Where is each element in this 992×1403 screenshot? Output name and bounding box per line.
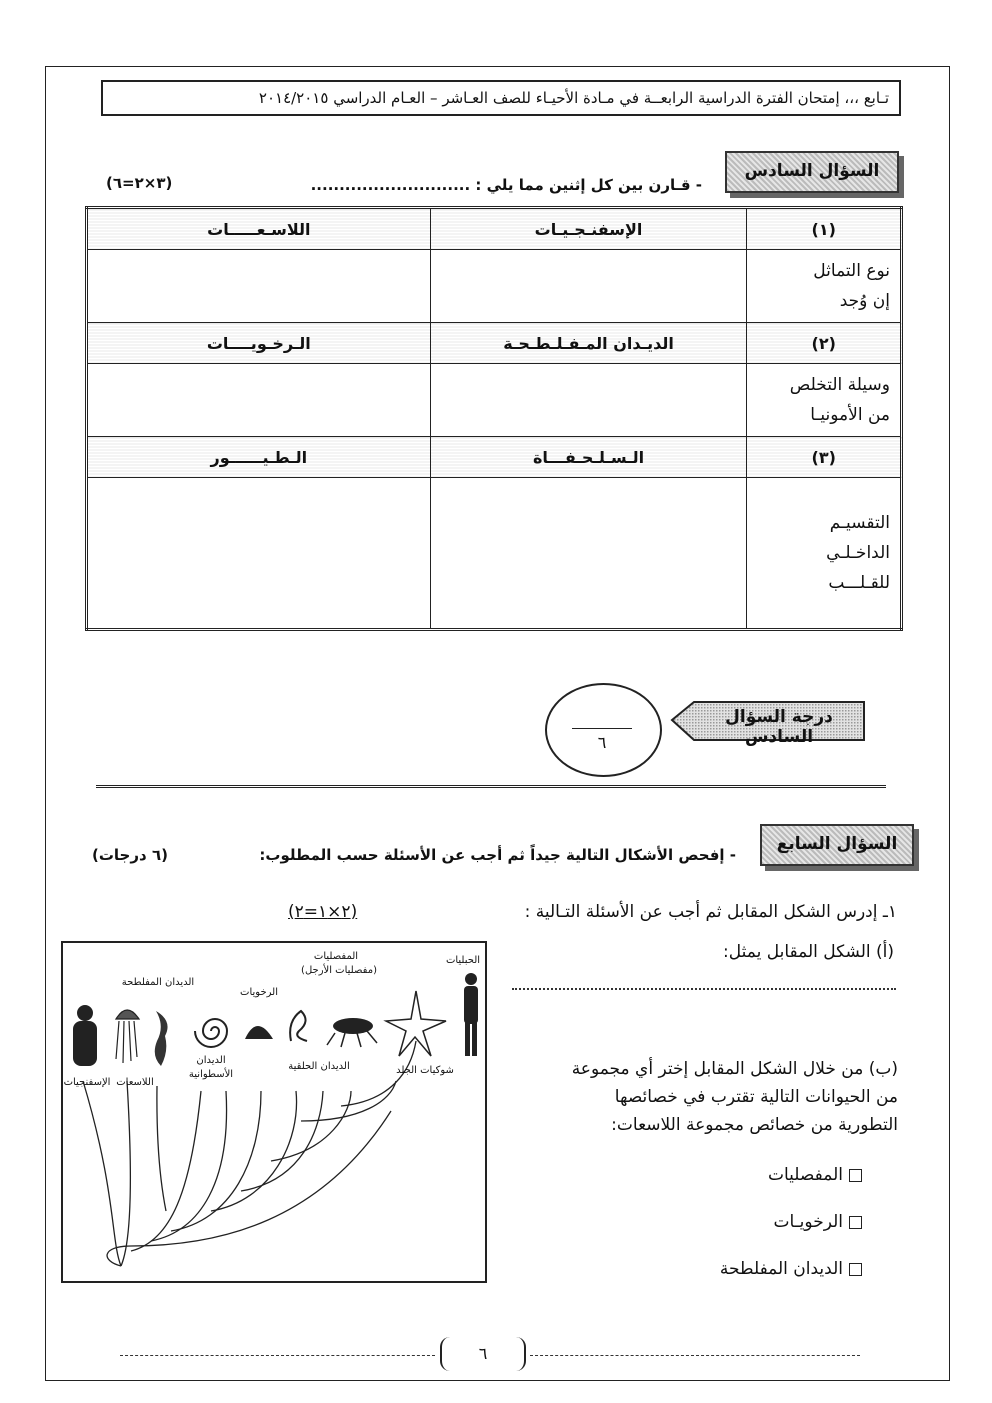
option-mollusks[interactable] — [774, 1212, 862, 1232]
label-flatworms: الديدان المفلطحة — [121, 977, 195, 988]
q6-instruction — [311, 176, 702, 194]
row-number: (٢) — [747, 323, 902, 364]
checkbox[interactable] — [849, 1169, 862, 1182]
answer-cell[interactable] — [87, 250, 431, 323]
grade-fraction-line — [572, 728, 632, 729]
grade-circle[interactable] — [545, 683, 662, 777]
label-sponges: الإسفنجيات — [63, 1077, 111, 1088]
col-a-header: الإسفنـجـيـات — [430, 208, 747, 250]
label-echinoderms: شوكيات الجلد — [396, 1065, 454, 1076]
q7-part-a: (أ) الشكل المقابل يمثل: — [723, 942, 894, 962]
col-a-header: الديـدان المـفـلـطـحـة — [430, 323, 747, 364]
label-line: وسيلة التخلص — [789, 375, 890, 395]
label-line: للقـلـــب — [828, 573, 890, 593]
col-b-header: الـرخـويــــات — [87, 323, 431, 364]
row-label — [747, 250, 902, 323]
option-label: المفصليات — [767, 1165, 843, 1185]
label-line: من الأمونيـا — [810, 405, 890, 425]
answer-line[interactable] — [512, 988, 896, 990]
q6-marks: (٣×٢=٦) — [106, 174, 173, 192]
table-row — [87, 437, 902, 478]
table-row — [87, 478, 902, 630]
checkbox[interactable] — [849, 1216, 862, 1229]
answer-cell[interactable] — [87, 478, 431, 630]
answer-cell[interactable] — [430, 250, 747, 323]
label-arthropods-sub: (مفصليات الأرجل) — [301, 965, 377, 976]
comparison-table — [85, 206, 903, 631]
label-mollusks: الرخويات — [240, 987, 278, 998]
table-row — [87, 208, 902, 250]
label-line: إن وُجد — [839, 291, 890, 311]
table-row — [87, 250, 902, 323]
row-number: (٣) — [747, 437, 902, 478]
part-b-line: التطورية من خصائص مجموعة اللاسعات: — [611, 1115, 898, 1135]
q6-instruction-text: - قـارن بين كل إثنين مما يلي : — [475, 176, 702, 194]
answer-cell[interactable] — [87, 364, 431, 437]
label-line: التقسيـم — [829, 513, 890, 533]
col-b-header: اللاسـعـــــات — [87, 208, 431, 250]
option-label: الرخويـات — [773, 1212, 843, 1232]
grade-total: ٦ — [597, 733, 607, 752]
col-a-header: الـسـلـحـفـــاة — [430, 437, 747, 478]
row-label — [747, 364, 902, 437]
q6-title-box — [725, 151, 899, 193]
page-number: ٦ — [478, 1344, 488, 1363]
label-arthropods: المفصليات — [313, 951, 359, 962]
label-roundworms-sub: الأسطوانية — [188, 1069, 234, 1080]
col-b-header: الـطـيــــــور — [87, 437, 431, 478]
footer-line-left — [120, 1355, 435, 1356]
label-cnidarians: اللاسعات — [116, 1077, 154, 1088]
q7-title-box — [760, 824, 914, 866]
option-flatworms[interactable] — [720, 1259, 862, 1279]
label-segmented: الديدان الحلقية — [288, 1061, 350, 1072]
section-divider — [96, 785, 886, 788]
label-line: الداخـلـي — [826, 543, 890, 563]
option-label: الديدان المفلطحة — [719, 1259, 843, 1279]
header-text: تـابع ،،، إمتحان الفترة الدراسية الرابعــة في مـادة الأحيـاء للصف العـاشر – العـام الدراسي ٢٠١٤/٢٠١٥ — [258, 89, 889, 107]
q7-marks: (٦ درجات) — [92, 846, 168, 864]
q6-title: السؤال السادس — [744, 161, 880, 181]
label-roundworms: الديدان — [196, 1055, 226, 1066]
q7-instruction: - إفحص الأشكال التالية جيداً ثم أجب عن الأسئلة حسب المطلوب: — [259, 846, 736, 864]
q7-part-b — [572, 1055, 898, 1139]
q6-dots: ............................ — [310, 176, 471, 194]
table-row — [87, 323, 902, 364]
answer-cell[interactable] — [430, 478, 747, 630]
page-number-box — [440, 1337, 526, 1371]
table-row — [87, 364, 902, 437]
footer-line-right — [530, 1355, 860, 1356]
phylogeny-figure — [61, 941, 487, 1283]
option-arthropods[interactable] — [768, 1165, 862, 1185]
checkbox[interactable] — [849, 1263, 862, 1276]
part-b-line: من الحيوانات التالية تقترب في خصائصها — [614, 1087, 898, 1107]
q7-title: السؤال السابع — [776, 834, 898, 854]
part-b-line: (ب) من خلال الشكل المقابل إختر أي مجموعة — [571, 1059, 898, 1079]
answer-cell[interactable] — [430, 364, 747, 437]
row-number: (١) — [747, 208, 902, 250]
row-label — [747, 478, 902, 630]
label-line: نوع التماثل — [813, 261, 890, 281]
grade-label: درجة السؤال السادس — [725, 707, 833, 747]
exam-header — [101, 80, 901, 116]
label-chordates: الحبليات — [445, 955, 481, 966]
q7-item1-marks: (٢×١=٢) — [288, 902, 358, 922]
q7-item1: ١ـ إدرس الشكل المقابل ثم أجب عن الأسئلة التـالية : — [524, 902, 897, 922]
